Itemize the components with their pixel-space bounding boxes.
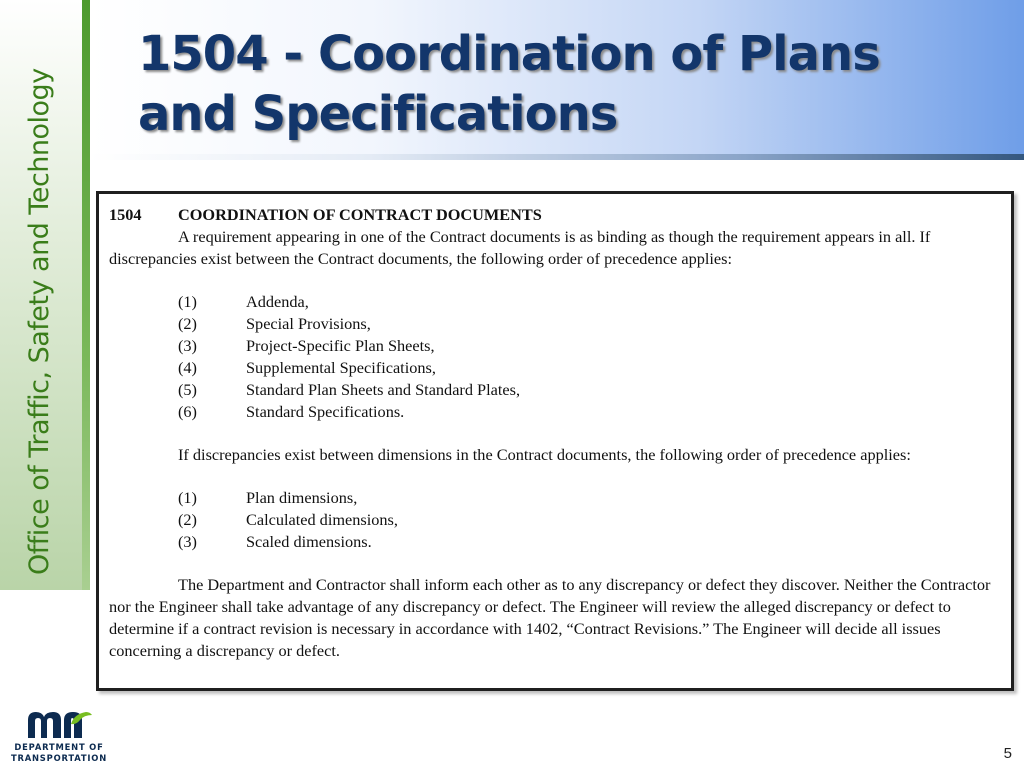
spacer [109, 553, 1004, 574]
closing-paragraph: The Department and Contractor shall inform each other as to any discrepancy or defect they discover. Neither the Contractor nor the Engineer shall take advantage of any discrepancy or defect. The Engineer will review the alleged discrepancy or defect to determine if a contract revision is necessary in accordance with 1402, “Contract Revisions.” The Engineer will decide all issues concerning a discrepancy or defect. [109, 575, 991, 660]
list-item-number: (6) [178, 402, 197, 421]
list-item-text: Special Provisions, [246, 314, 371, 333]
mndot-logo [8, 706, 110, 764]
list-item-number: (2) [178, 510, 197, 529]
spec-document-body [109, 204, 1004, 662]
list-item [109, 487, 1004, 509]
dimensions-paragraph: If discrepancies exist between dimensions in the Contract documents, the following order of precedence applies: [178, 445, 911, 464]
list-item-text: Standard Specifications. [246, 402, 405, 421]
logo-text-line-1: DEPARTMENT OF [14, 742, 104, 752]
precedence-list [109, 291, 1004, 423]
section-heading [109, 204, 1004, 226]
list-item [109, 379, 1004, 401]
list-item-text: Addenda, [246, 292, 309, 311]
title-band-underline [90, 154, 1024, 160]
logo-text-line-2: TRANSPORTATION [10, 753, 108, 763]
list-item [109, 401, 1004, 423]
spacer [109, 270, 1004, 291]
list-item-number: (1) [178, 292, 197, 311]
mn-logo-mark-icon [8, 706, 110, 740]
list-item [109, 291, 1004, 313]
page-title-line-1: 1504 - Coordination of Plans [138, 26, 880, 82]
list-item [109, 335, 1004, 357]
list-item [109, 531, 1004, 553]
intro-paragraph: A requirement appearing in one of the Contract documents is as binding as though the requirement appears in all. If discrepancies exist between the Contract documents, the following order of precedence applies: [109, 227, 931, 268]
dimensions-list [109, 487, 1004, 553]
list-item-number: (5) [178, 380, 197, 399]
list-item-number: (1) [178, 488, 197, 507]
list-item-number: (4) [178, 358, 197, 377]
list-item-number: (2) [178, 314, 197, 333]
page-title [138, 24, 998, 144]
list-item-text: Calculated dimensions, [246, 510, 398, 529]
section-title: COORDINATION OF CONTRACT DOCUMENTS [178, 205, 542, 224]
list-item [109, 313, 1004, 335]
list-item-text: Scaled dimensions. [246, 532, 372, 551]
page-number: 5 [1003, 745, 1012, 762]
list-item [109, 509, 1004, 531]
list-item-text: Project-Specific Plan Sheets, [246, 336, 435, 355]
spacer [109, 423, 1004, 444]
list-item-number: (3) [178, 532, 197, 551]
page-title-line-2: and Specifications [138, 86, 618, 142]
spacer [109, 466, 1004, 487]
spec-document-excerpt [96, 191, 1014, 691]
sidebar-office-label: Office of Traffic, Safety and Technology [24, 68, 55, 575]
list-item [109, 357, 1004, 379]
list-item-text: Plan dimensions, [246, 488, 358, 507]
list-item-text: Standard Plan Sheets and Standard Plates, [246, 380, 521, 399]
sidebar-stripe [82, 0, 90, 590]
list-item-text: Supplemental Specifications, [246, 358, 436, 377]
list-item-number: (3) [178, 336, 197, 355]
section-number: 1504 [109, 205, 142, 224]
